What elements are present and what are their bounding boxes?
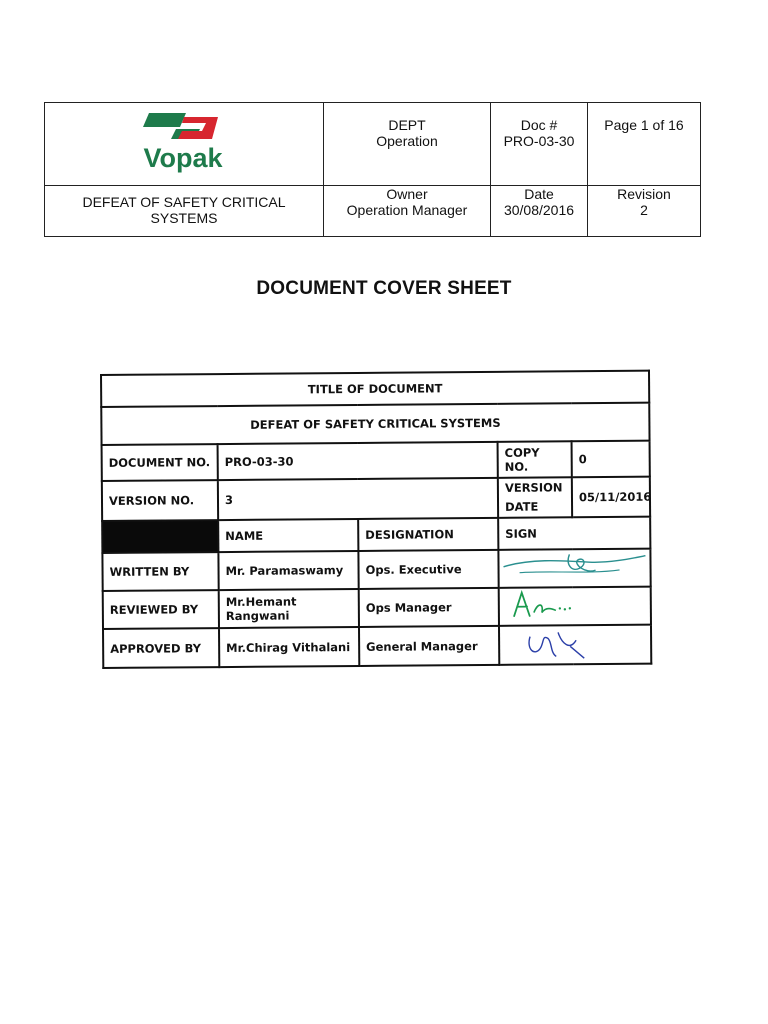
written-by-name: Mr. Paramaswamy (218, 551, 358, 590)
dept-label: DEPT (388, 117, 426, 133)
scanned-cover-sheet (100, 370, 654, 664)
written-by-signature-cell (498, 549, 650, 588)
signature-reviewed-by (500, 588, 650, 622)
written-by-designation: Ops. Executive (358, 550, 498, 589)
approved-by-label: APPROVED BY (103, 628, 219, 668)
approved-by-name: Mr.Chirag Vithalani (219, 627, 359, 667)
copy-no-label: COPY NO. (498, 441, 572, 478)
version-no-value: 3 (218, 478, 498, 520)
title-line-1: DEFEAT OF SAFETY CRITICAL (82, 194, 286, 211)
doc-value: PRO-03-30 (503, 133, 575, 149)
designation-column-header: DESIGNATION (358, 518, 498, 551)
dept-cell (324, 103, 491, 186)
signature-written-by (499, 550, 649, 584)
revision-value: 2 (640, 201, 648, 218)
approved-by-designation: General Manager (359, 626, 499, 666)
redacted-cell (102, 520, 218, 553)
date-label: Date (524, 185, 554, 202)
dept-value: Operation (376, 133, 438, 149)
owner-value: Operation Manager (346, 201, 468, 218)
title-of-document-label: TITLE OF DOCUMENT (101, 371, 649, 407)
sign-column-header: SIGN (498, 517, 650, 550)
revision-cell (588, 185, 701, 236)
approved-by-signature-cell (499, 625, 651, 665)
doc-number-cell (491, 103, 588, 186)
document-no-value: PRO-03-30 (218, 442, 498, 480)
title-of-document-value: DEFEAT OF SAFETY CRITICAL SYSTEMS (101, 403, 649, 445)
name-column-header: NAME (218, 519, 358, 552)
version-date-label (498, 477, 572, 518)
revision-label: Revision (617, 185, 671, 202)
title-line-2: SYSTEMS (150, 210, 218, 227)
page-cell (588, 103, 701, 186)
date-cell (491, 185, 588, 236)
signature-approved-by (500, 626, 650, 661)
version-date-label-line2: DATE (505, 499, 539, 514)
doc-label: Doc # (520, 117, 558, 133)
reviewed-by-label: REVIEWED BY (103, 590, 219, 629)
reviewed-by-signature-cell (499, 587, 651, 626)
vopak-logo (124, 111, 244, 173)
owner-cell (324, 185, 491, 236)
cover-sheet-table (100, 370, 652, 669)
reviewed-by-name: Mr.Hemant Rangwani (219, 589, 359, 628)
copy-no-value: 0 (572, 441, 650, 478)
title-cell (45, 185, 324, 236)
page-indicator: Page 1 of 16 (604, 117, 684, 133)
reviewed-by-designation: Ops Manager (359, 588, 499, 627)
document-no-label: DOCUMENT NO. (102, 444, 218, 481)
version-no-label: VERSION NO. (102, 480, 218, 521)
version-date-value: 05/11/2016 (572, 477, 650, 518)
written-by-label: WRITTEN BY (102, 552, 218, 591)
version-date-label-line1: VERSION (504, 480, 563, 495)
svg-text:Vopak: Vopak (143, 142, 223, 173)
page-title: DOCUMENT COVER SHEET (256, 278, 512, 299)
document-header-table (44, 102, 701, 237)
owner-label: Owner (386, 185, 428, 202)
logo-cell (45, 103, 324, 186)
date-value: 30/08/2016 (503, 201, 575, 218)
